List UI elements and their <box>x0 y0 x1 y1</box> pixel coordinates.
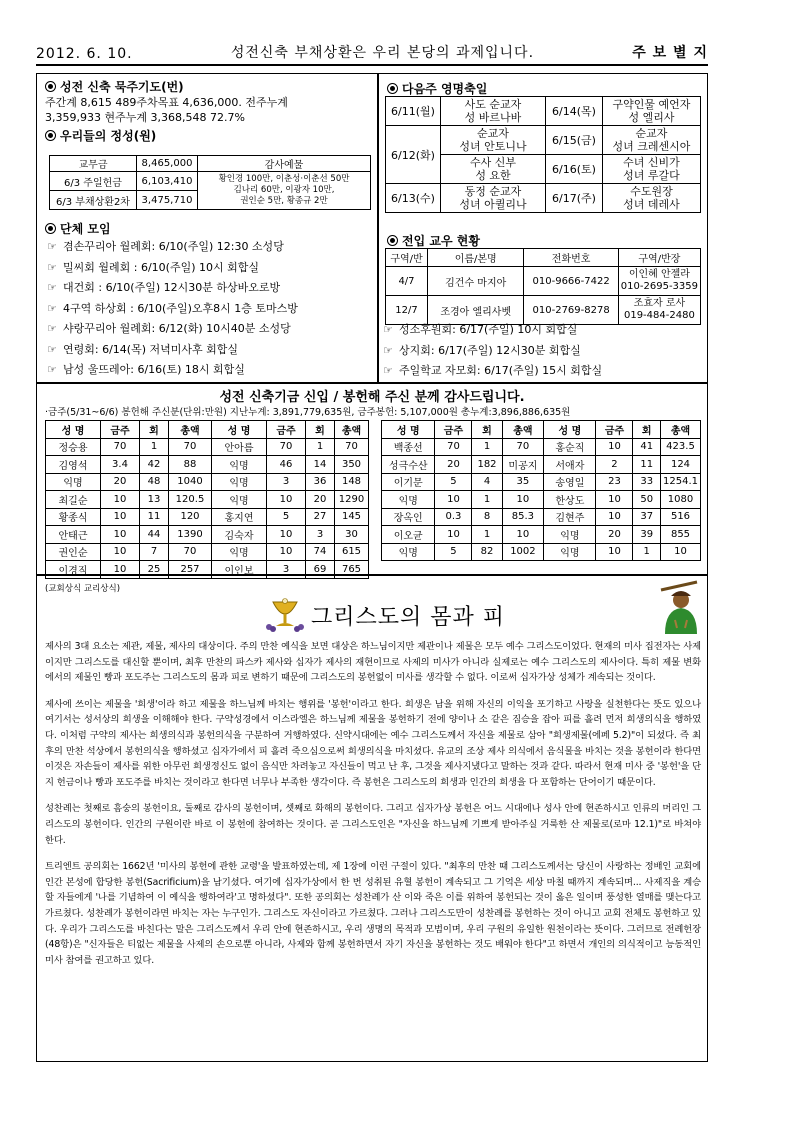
week-amount: 10 <box>267 543 306 561</box>
count: 1 <box>472 438 502 456</box>
week-amount: 5 <box>435 543 472 561</box>
donor-name: 권인순 <box>46 543 101 561</box>
week-amount: 20 <box>596 526 633 544</box>
week-amount: 10 <box>267 491 306 509</box>
feast-table <box>385 96 701 213</box>
donor-row <box>46 438 369 456</box>
group-item: ☞ 연령회: 6/14(목) 저녁미사후 회합실 <box>47 340 298 361</box>
page-header <box>36 36 708 62</box>
total: 145 <box>335 508 369 526</box>
count: 44 <box>140 526 169 544</box>
count: 36 <box>306 473 335 491</box>
count: 7 <box>140 543 169 561</box>
donations-title: 성전 신축기금 신입 / 봉헌해 주신 분께 감사드립니다. <box>219 390 525 405</box>
week-amount: 5 <box>267 508 306 526</box>
total: 257 <box>169 561 212 579</box>
bullet-icon <box>387 235 398 246</box>
groups-list <box>47 237 298 381</box>
total: 148 <box>335 473 369 491</box>
group-item: ☞ 샤랑꾸리아 월례회: 6/12(화) 10시40분 소성당 <box>47 319 298 340</box>
total: 1290 <box>335 491 369 509</box>
group-item: ☞ 밀씨회 월례회 : 6/10(주일) 10시 회합실 <box>47 258 298 279</box>
donor-row <box>382 473 701 491</box>
week-amount: 10 <box>596 491 633 509</box>
chalice-icon <box>263 598 307 632</box>
total: 516 <box>661 508 701 526</box>
total: 미공지 <box>502 456 544 474</box>
right-info-box <box>378 73 708 383</box>
donor-name: 김숙자 <box>212 526 267 544</box>
count: 1 <box>633 543 661 561</box>
donor-name: 정승용 <box>46 438 101 456</box>
week-amount: 10 <box>101 561 140 579</box>
donor-row <box>382 508 701 526</box>
donor-name: 안아름 <box>212 438 267 456</box>
count: 74 <box>306 543 335 561</box>
donor-name: 익명 <box>46 473 101 491</box>
donor-name: 최길순 <box>46 491 101 509</box>
group-item: ☞ 대건회 : 6/10(주일) 12시30분 하상바오로방 <box>47 278 298 299</box>
total: 1390 <box>169 526 212 544</box>
donor-name: 백종선 <box>382 438 435 456</box>
week-amount: 2 <box>596 456 633 474</box>
donor-name: 장옥인 <box>382 508 435 526</box>
donor-name: 이경직 <box>46 561 101 579</box>
week-amount: 10 <box>101 543 140 561</box>
donations-summary: ·금주(5/31~6/6) 봉헌해 주신분(단위:만원) 지난누계: 3,891,779,635원, 금주봉헌: 5,107,000원 총누계:3,896,886,635원 <box>45 407 571 418</box>
donor-name: 이오균 <box>382 526 435 544</box>
donor-row <box>46 491 369 509</box>
count: 42 <box>140 456 169 474</box>
week-amount: 46 <box>267 456 306 474</box>
total: 85.3 <box>502 508 544 526</box>
total: 855 <box>661 526 701 544</box>
week-amount: 10 <box>435 526 472 544</box>
donor-row <box>382 526 701 544</box>
total: 765 <box>335 561 369 579</box>
newcomers-table <box>385 248 701 325</box>
group-item: ☞ 4구역 하상회 : 6/10(주일)오후8시 1층 토마스방 <box>47 299 298 320</box>
count: 1 <box>472 491 502 509</box>
donations-box <box>36 383 708 575</box>
count: 13 <box>140 491 169 509</box>
group-item: ☞ 남성 울뜨레아: 6/16(토) 18시 회합실 <box>47 360 298 381</box>
pointing-hand-icon: ☞ <box>47 363 57 376</box>
donor-row <box>46 473 369 491</box>
pointing-hand-icon: ☞ <box>47 240 57 253</box>
donor-name: 익명 <box>382 491 435 509</box>
week-amount: 10 <box>435 491 472 509</box>
count: 33 <box>633 473 661 491</box>
donor-name: 익명 <box>212 491 267 509</box>
left-info-box <box>36 73 378 383</box>
donors-table-right <box>381 420 701 561</box>
offering-heading: 우리들의 정성(원) <box>45 127 288 144</box>
newcomers-heading: 전입 교우 현황 <box>387 232 480 249</box>
week-amount: 70 <box>267 438 306 456</box>
total: 70 <box>169 543 212 561</box>
count: 1 <box>306 438 335 456</box>
article-paragraph: 트리엔트 공의회는 1662년 '미사의 봉헌에 관한 교령'을 발표하였는데, 제 1장에 이런 구절이 있다. "최후의 만찬 때 그리스도께서는 당신이 사랑하는 정배인 교회에 인간 본성에 합당한 봉헌(Sacrificium)을 남기셨다. 여기에 십자가상에서 한 번 성취된 유혈 봉헌이 계속되고 그 기억은 세상 마칠 때까지 계속되며... 사제직을 계승할 자들에게 '나를 기념하여 이 예식을 행하여라'고 명하셨다". 또한 공의회는 성찬례가 산 이와 죽은 이를 위하여 봉헌되는 것이 옳은 일이며 풍성한 열매를 맺는다고 가르쳤다. 성찬례가 봉헌이라면 바치는 자는 누구인가. 그리스도 자신이라고 가르쳤다. 그러나 그리스도만이 성찬례를 봉헌하는 것이 아니고 교회 전체도 봉헌하고 있다. 우리가 그리스도를 바친다는 말은 그리스도께서 우리 안에 현존하시고, 우리 생명의 목적과 모범이며, 우리 구원의 유일한 원천이라는 뜻이다. 그러므로 전례헌장(48항)은 "신자들은 티없는 제물을 사제의 손으로뿐 아니라, 사제와 함께 봉헌하면서 자기 자신을 봉헌하는 것도 배워야 한다"고 하면서 개인의 의식적이고 능동적인 미사 참여를 권고하고 있다. <box>45 861 701 966</box>
groups-heading: 단체 모임 <box>45 220 111 237</box>
week-amount: 5 <box>435 473 472 491</box>
week-amount: 10 <box>596 543 633 561</box>
total: 615 <box>335 543 369 561</box>
week-amount: 10 <box>101 508 140 526</box>
total: 88 <box>169 456 212 474</box>
total: 1040 <box>169 473 212 491</box>
offering-table <box>49 155 371 210</box>
pointing-hand-icon: ☞ <box>47 322 57 335</box>
groups-list-right <box>383 320 602 382</box>
donor-name: 홍순직 <box>544 438 596 456</box>
donor-row <box>46 456 369 474</box>
prayer-line-1: 주간계 8,615 489주차목표 4,636,000. 전주누계 <box>45 96 288 109</box>
article-title: 그리스도의 몸과 피 <box>311 605 506 630</box>
donor-name: 황종식 <box>46 508 101 526</box>
donor-name: 서애자 <box>544 456 596 474</box>
donors-header-row: 성 명 금주 회 총액 성 명 금주 회 총액 <box>46 421 369 439</box>
newcomers-header-row: 구역/반 이름/본명 전화번호 구역/반장 <box>386 249 701 267</box>
total: 1254.1 <box>661 473 701 491</box>
count: 4 <box>472 473 502 491</box>
week-amount: 10 <box>596 508 633 526</box>
total: 1080 <box>661 491 701 509</box>
total: 120.5 <box>169 491 212 509</box>
issue-date: 2012. 6. 10. <box>36 46 133 62</box>
week-amount: 10 <box>101 526 140 544</box>
bullet-icon <box>45 81 56 92</box>
article-tag: (교회상식 교리상식) <box>45 584 121 594</box>
week-amount: 70 <box>435 438 472 456</box>
count: 69 <box>306 561 335 579</box>
offering-row: 6/3 부채상환2차 3,475,710 <box>50 191 371 210</box>
article-paragraph: 제사에 쓰이는 제물을 '희생'이라 하고 제물을 하느님께 바치는 행위를 '봉헌'이라고 한다. 희생은 남을 위해 자신의 이익을 포기하고 사랑을 실천한다는 뜻도 있으나 여기서는 성서상의 희생을 이해해야 한다. 구약성경에서 이스라엘은 하느님께 제물을 봉헌하기 전에 양이나 소 같은 짐승을 잡아 피를 흘려 먼저 희생의식을 행하였다. 이처럼 구약의 제사는 희생의식과 봉헌의식을 구분하여 거행하였다. 신약시대에는 예수 그리스도께서 자신을 제물로 삼아 "희생제물(에페 5.2)"이 되셨다. 즉 최후의 만찬 석상에서 봉헌의식을 행하셨고 십자가에서 피 흘려 죽으심으로써 희생의식을 마치셨다. 유교의 조상 제사 의식에서 음식물을 바치는 것을 봉헌이라 한다면 이것은 자손들이 제사를 위한 아무런 희생정신도 없이 음식만 차려놓고 자신들이 먹고 난 후, 그것을 제사지냈다고 말하는 것과 같다. 따라서 현재 미사 중 '봉헌'을 단지 헌금이나 빵과 포도주를 바치는 것이라고 한다면 너무나 부족한 생각이다. 즉 봉헌은 그리스도의 희생과 인간의 희생을 다 포함하는 단어이기 때문이다. <box>45 698 701 788</box>
count: 14 <box>306 456 335 474</box>
donor-name: 성극수산 <box>382 456 435 474</box>
donor-name: 익명 <box>544 543 596 561</box>
count: 37 <box>633 508 661 526</box>
total: 1002 <box>502 543 544 561</box>
count: 41 <box>633 438 661 456</box>
count: 39 <box>633 526 661 544</box>
count: 11 <box>140 508 169 526</box>
praying-figure-illustration <box>657 580 705 636</box>
feast-row: 수사 신부 성 요한 6/16(토) 수녀 신비가 성녀 루갈다 <box>386 155 701 184</box>
week-amount: 3.4 <box>101 456 140 474</box>
donor-name: 이인보 <box>212 561 267 579</box>
feast-heading: 다음주 영명축일 <box>387 80 487 97</box>
count: 20 <box>306 491 335 509</box>
pointing-hand-icon: ☞ <box>47 342 57 356</box>
article-paragraph: 제사의 3대 요소는 제관, 제물, 제사의 대상이다. 주의 만찬 예식을 보면 대상은 하느님이지만 제관이나 제물은 모두 예수 그리스도이었다. 현재의 미사 집전자는 사제이지만 그리스도를 대신할 뿐이며, 최후 만찬의 파스카 제사와 십자가 제사의 재현이므로 사제의 미사가 아니라 실제로는 예수 그리스도의 제사이다. 특히 제물 변화에서의 제물인 빵과 포도주는 그리스도의 몸과 피로 변하기 때문에 그리스도의 봉헌없이 미사를 생각할 수 없다. 이로써 십자가상 성체가 계속되는 것이다. <box>45 641 701 684</box>
week-amount: 20 <box>101 473 140 491</box>
donor-row <box>382 438 701 456</box>
week-amount: 3 <box>267 561 306 579</box>
total: 10 <box>661 543 701 561</box>
donor-row <box>46 508 369 526</box>
week-amount: 70 <box>101 438 140 456</box>
count: 50 <box>633 491 661 509</box>
donor-name: 익명 <box>382 543 435 561</box>
donor-name: 익명 <box>544 526 596 544</box>
donors-table-left <box>45 420 369 579</box>
total: 70 <box>169 438 212 456</box>
total: 120 <box>169 508 212 526</box>
prayer-line-2: 3,359,933 현주누계 3,368,548 72.7% <box>45 111 245 124</box>
donor-name: 김현주 <box>544 508 596 526</box>
group-item: ☞ 성소후원회: 6/17(주일) 10시 회합실 <box>383 320 602 341</box>
offering-row: 6/3 주일헌금 6,103,410 황인경 100만, 이춘성·이춘선 50만 김나리 60만, 이광자 10만, 권인순 5만, 황종규 2만 <box>50 172 371 191</box>
donor-name: 익명 <box>212 456 267 474</box>
donor-name: 김영석 <box>46 456 101 474</box>
offering-header-row: 교무금 8,465,000 감사예물 <box>50 156 371 172</box>
week-amount: 0.3 <box>435 508 472 526</box>
donor-row <box>46 543 369 561</box>
donor-row <box>382 456 701 474</box>
count: 8 <box>472 508 502 526</box>
bullet-icon <box>45 130 56 141</box>
group-item: ☞ 겸손꾸리아 월례회: 6/10(주일) 12:30 소성당 <box>47 237 298 258</box>
pointing-hand-icon: ☞ <box>383 364 393 377</box>
donor-name: 송영일 <box>544 473 596 491</box>
week-amount: 3 <box>267 473 306 491</box>
donor-name: 한상도 <box>544 491 596 509</box>
donor-row <box>382 543 701 561</box>
group-item: ☞ 주일학교 자모회: 6/17(주일) 15시 회합실 <box>383 361 602 382</box>
donor-name: 이기문 <box>382 473 435 491</box>
bullet-icon <box>45 223 56 234</box>
donor-row <box>382 491 701 509</box>
count: 1 <box>140 438 169 456</box>
week-amount: 10 <box>101 491 140 509</box>
newcomer-row: 4/7 김건수 마지아 010-9666-7422 이인혜 안젤라 010-2695-3359 <box>386 267 701 296</box>
pointing-hand-icon: ☞ <box>383 323 393 336</box>
donor-name: 안태근 <box>46 526 101 544</box>
total: 10 <box>502 526 544 544</box>
total: 10 <box>502 491 544 509</box>
thanks-givers: 황인경 100만, 이춘성·이춘선 50만 김나리 60만, 이광자 10만, 권인순 5만, 황종규 2만 <box>198 172 371 210</box>
newcomer-row: 12/7 조경아 엘리사벳 010-2769-8278 조효자 로사 019-484-2480 <box>386 296 701 325</box>
donor-name: 익명 <box>212 473 267 491</box>
count: 27 <box>306 508 335 526</box>
article-box <box>36 575 708 1062</box>
pointing-hand-icon: ☞ <box>47 301 57 315</box>
count: 48 <box>140 473 169 491</box>
pointing-hand-icon: ☞ <box>47 260 57 274</box>
donor-name: 홍지연 <box>212 508 267 526</box>
week-amount: 20 <box>435 456 472 474</box>
total: 124 <box>661 456 701 474</box>
bullet-icon <box>387 83 398 94</box>
feast-row: 6/12(화) 순교자 성녀 안토니나 6/15(금) 순교자 성녀 크레센시아 <box>386 126 701 155</box>
total: 35 <box>502 473 544 491</box>
header-rule <box>36 64 708 66</box>
week-amount: 23 <box>596 473 633 491</box>
total: 350 <box>335 456 369 474</box>
week-amount: 10 <box>596 438 633 456</box>
total: 70 <box>502 438 544 456</box>
parish-motto: 성전신축 부채상환은 우리 본당의 과제입니다. <box>230 45 535 61</box>
total: 423.5 <box>661 438 701 456</box>
donors-header-row: 성 명 금주 회 총액 성 명 금주 회 총액 <box>382 421 701 439</box>
count: 11 <box>633 456 661 474</box>
count: 25 <box>140 561 169 579</box>
article-paragraph: 성찬례는 첫째로 흠숭의 봉헌이요, 둘째로 감사의 봉헌이며, 셋째로 화해의 봉헌이다. 그리고 십자가상 봉헌은 어느 시대에나 성사 안에 현존하시고 인류의 머리인 그리스도의 봉헌이다. 인간의 구원이란 바로 이 봉헌에 참여하는 것이다. 곧 그리스도인은 "자신을 하느님께 기쁘게 받아주실 거룩한 산 제물로(로마 12.1)"로 바쳐야 한다. <box>45 803 701 846</box>
section-label: 주 보 별 지 <box>632 45 708 61</box>
donor-row <box>46 526 369 544</box>
count: 1 <box>472 526 502 544</box>
pointing-hand-icon: ☞ <box>383 343 393 357</box>
group-item: ☞ 상지회: 6/17(주일) 12시30분 회합실 <box>383 341 602 362</box>
total: 30 <box>335 526 369 544</box>
count: 182 <box>472 456 502 474</box>
count: 82 <box>472 543 502 561</box>
count: 3 <box>306 526 335 544</box>
total: 70 <box>335 438 369 456</box>
prayer-heading: 성전 신축 묵주기도(번) <box>45 78 288 95</box>
donor-name: 익명 <box>212 543 267 561</box>
feast-row: 6/13(수) 동정 순교자 성녀 아퀼리나 6/17(주) 수도원장 성녀 데레사 <box>386 184 701 213</box>
week-amount: 10 <box>267 526 306 544</box>
pointing-hand-icon: ☞ <box>47 281 57 294</box>
feast-row: 6/11(월) 사도 순교자 성 바르나바 6/14(목) 구약인물 예언자 성 엘리사 <box>386 97 701 126</box>
